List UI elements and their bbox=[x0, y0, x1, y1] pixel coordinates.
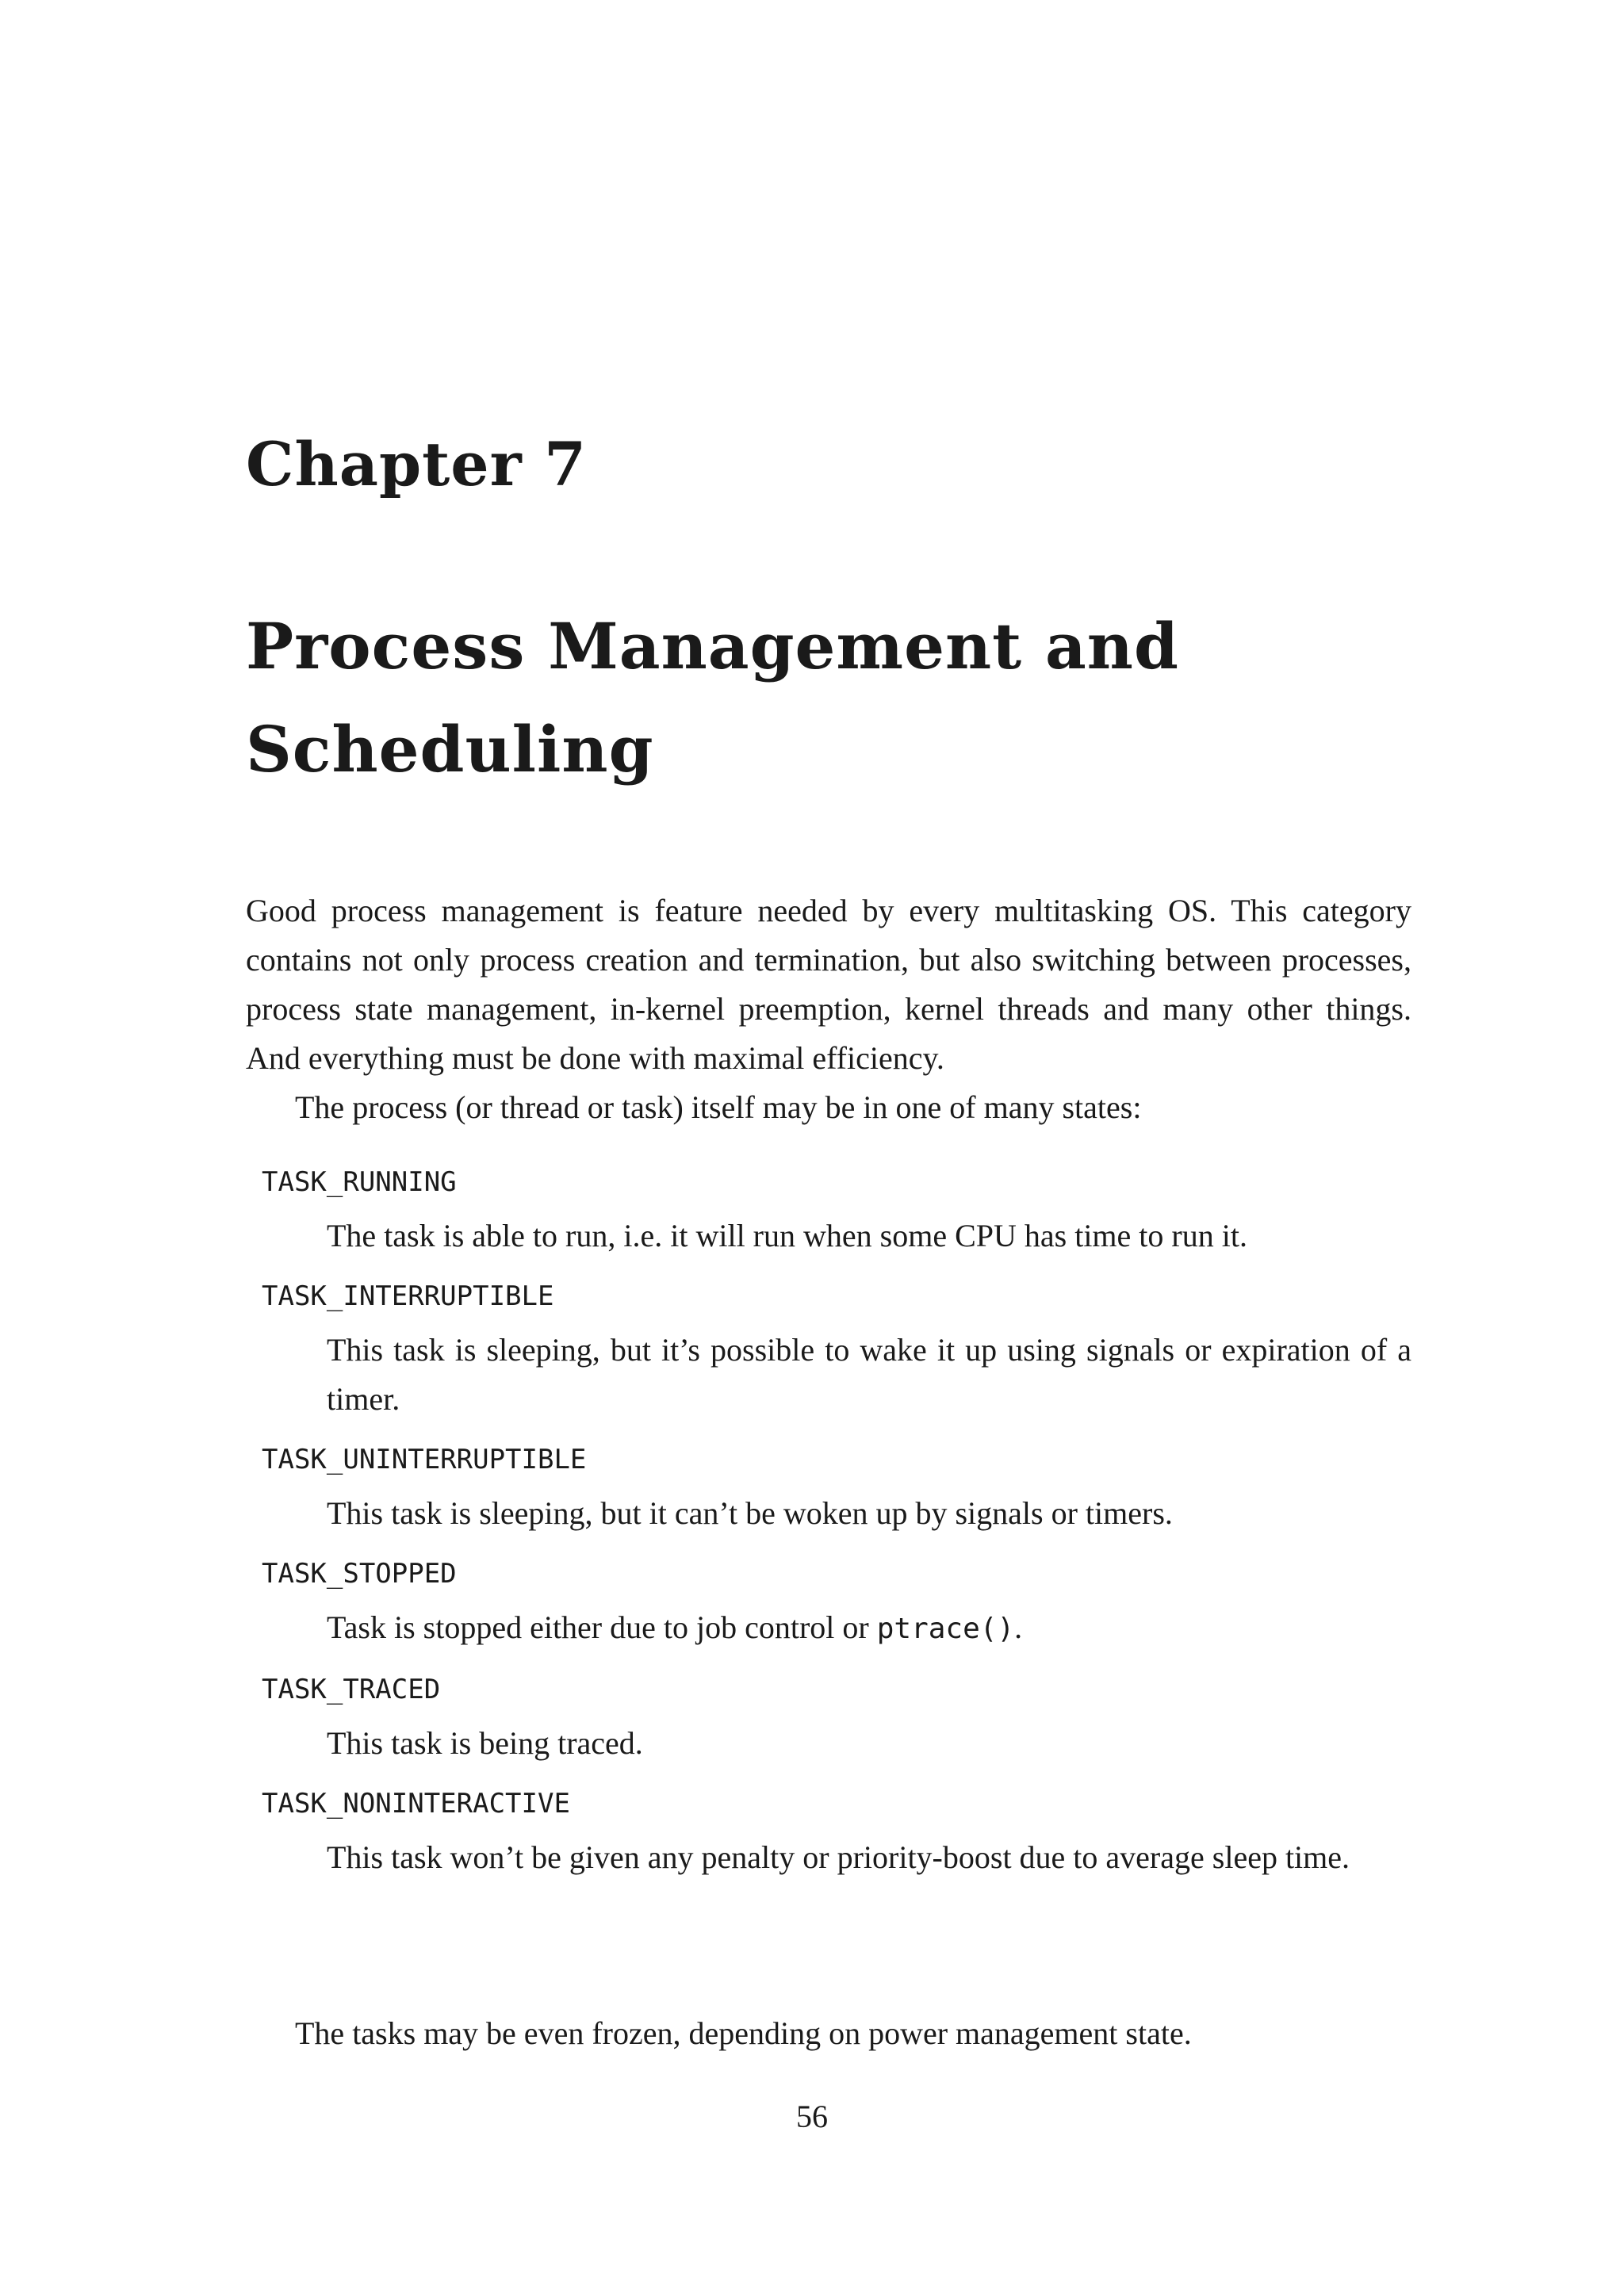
state-description: This task is sleeping, but it can’t be woken up by signals or timers. bbox=[327, 1495, 1173, 1531]
state-term: TASK_NONINTERACTIVE bbox=[262, 1788, 570, 1820]
state-description: The task is able to run, i.e. it will run when some CPU has time to run it. bbox=[327, 1218, 1247, 1253]
state-description bbox=[327, 1603, 1411, 1654]
state-description-suffix: . bbox=[1014, 1609, 1023, 1645]
task-states-list bbox=[262, 1164, 1411, 1900]
chapter-title bbox=[246, 595, 1435, 801]
state-term: TASK_STOPPED bbox=[262, 1558, 457, 1590]
intro-section bbox=[246, 886, 1411, 1132]
ptrace-code: ptrace() bbox=[876, 1613, 1015, 1645]
state-description-text: Task is stopped either due to job control or bbox=[327, 1609, 877, 1645]
state-term: TASK_INTERRUPTIBLE bbox=[262, 1280, 554, 1312]
page-number: 56 bbox=[796, 2099, 828, 2134]
state-term: TASK_RUNNING bbox=[262, 1166, 457, 1198]
intro-paragraph-2: The process (or thread or task) itself may be in one of many states: bbox=[295, 1089, 1142, 1125]
state-item-uninterruptible bbox=[262, 1441, 1411, 1538]
state-description: This task won’t be given any penalty or priority-boost due to average sleep time. bbox=[327, 1839, 1350, 1875]
state-item-traced bbox=[262, 1671, 1411, 1768]
state-item-running bbox=[262, 1164, 1411, 1261]
intro-paragraph-1: Good process management is feature needed by every multitasking OS. This category contains not only process creation and termination, but also switching between processes, process state management, in-kernel preemption, kernel threads and many other things. And everything must be done with maximal efficiency. bbox=[246, 893, 1411, 1076]
state-description: This task is being traced. bbox=[327, 1725, 643, 1761]
state-item-interruptible bbox=[262, 1278, 1411, 1424]
state-item-noninteractive bbox=[262, 1785, 1411, 1882]
closing-paragraph: The tasks may be even frozen, depending on power management state. bbox=[295, 2015, 1192, 2051]
chapter-label: Chapter 7 bbox=[246, 429, 587, 499]
state-term: TASK_UNINTERRUPTIBLE bbox=[262, 1444, 587, 1475]
state-term: TASK_TRACED bbox=[262, 1674, 441, 1705]
chapter-title-line-1: Process Management and bbox=[246, 609, 1179, 683]
chapter-title-line-2: Scheduling bbox=[246, 712, 654, 786]
state-item-stopped bbox=[262, 1556, 1411, 1654]
state-description: This task is sleeping, but it’s possible to wake it up using signals or expiration of a timer. bbox=[327, 1332, 1411, 1417]
